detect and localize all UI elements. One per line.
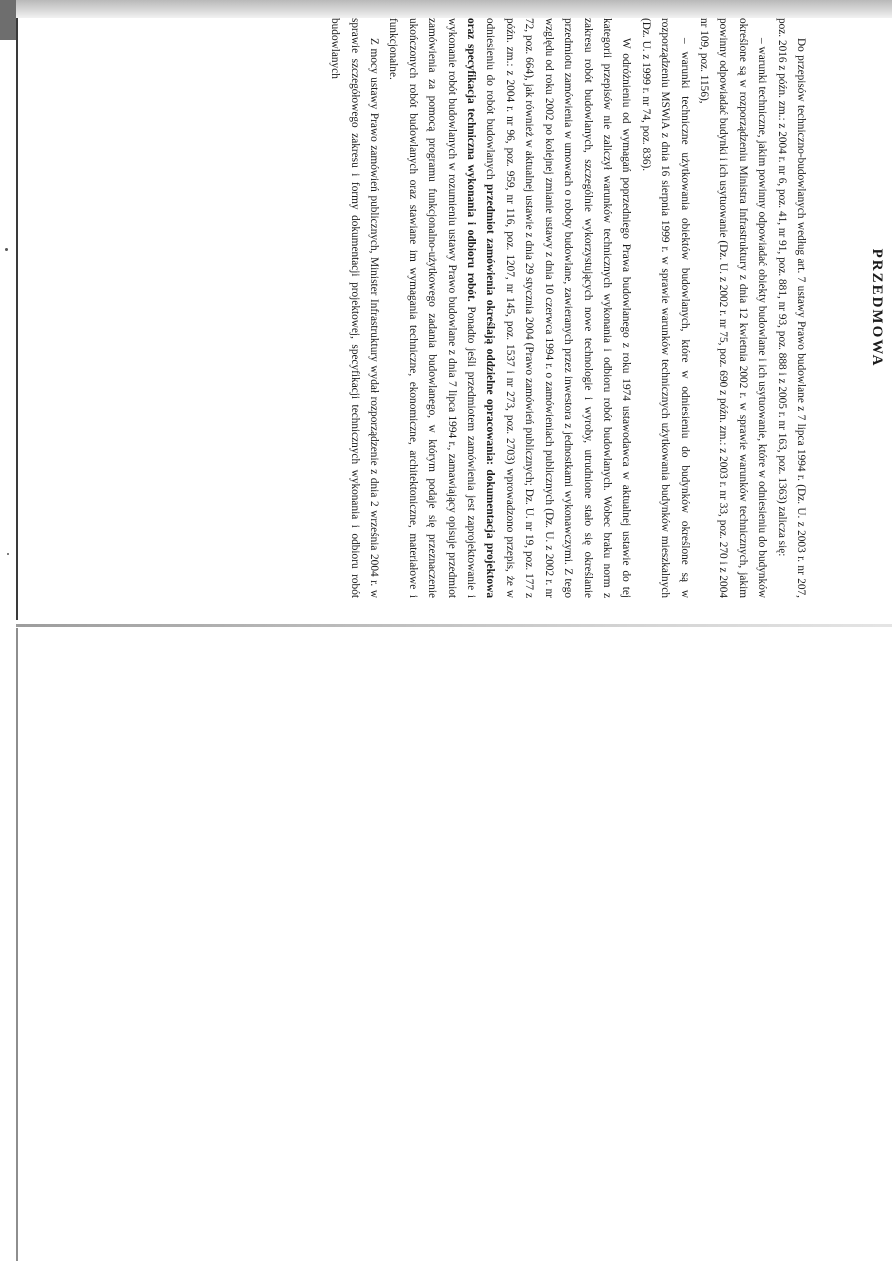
scan-corner-shadow	[0, 0, 16, 40]
page-content	[325, 18, 886, 598]
paragraph-list-item-2	[635, 18, 693, 598]
paragraph-text: Do przepisów techniczno-budowlanych według art. 7 ustawy Prawo budowlane z 7 lipca 1994 r. (Dz. U. z 2003 r. nr 207, poz. 2016 z późn. zm.: z 2004 r. nr 6, poz. 41, nr 91, poz. 881, nr 93, poz. 888 i z 2005 r. nr 163, poz. 1363) zalicza się:	[775, 18, 807, 598]
paragraph-text: – warunki techniczne użytkowania obiektów budowlanych, które w odniesieniu do budynków określone są w rozporządzeniu MSWiA z dnia 16 sierpnia 1999 r. w sprawie warunków technicznych użytkowania budynków mieszkalnych (Dz. U. z 1999 r. nr 74, poz. 836).	[639, 18, 691, 598]
paragraph-text: Z mocy ustawy Prawo zamówień publicznych, Minister Infrastruktury wydał rozporządzenie z dnia 2 września 2004 r. w sprawie szczegółowego zakresu i formy dokumentacji projektowej, specyfikacji technicznych wykonania i odbioru robót budowlanych	[329, 18, 381, 598]
scan-speck	[7, 553, 9, 555]
paragraph-intro	[771, 18, 810, 598]
scan-left-edge	[16, 18, 18, 620]
paragraph-bold-text: przedmiot zamówienia określają oddzielne opracowania: dokumentacja projektowa oraz specyfikacja techniczna wykonania i odbioru robót.	[465, 18, 497, 598]
scan-page-fold	[16, 624, 892, 627]
paragraph-list-item-1	[694, 18, 772, 598]
paragraph-text: – warunki techniczne, jakim powinny odpowiadać obiekty budowlane i ich usytuowanie, które w odniesieniu do budynków określone są w rozporządzeniu Ministra Infrastruktury z dnia 12 kwietnia 2002 r. w sprawie warunków technicznych, jakim powinny odpowiadać budynki i ich usytuowanie (Dz. U. z 2002 r. nr 75, poz. 690 z późn. zm.: z 2003 r. nr 33, poz. 270 i z 2004 nr 109, poz. 1156),	[697, 18, 769, 598]
scan-speck	[5, 248, 8, 251]
scan-left-edge-lower	[16, 628, 18, 1261]
scan-top-shadow	[0, 0, 892, 18]
paragraph-text-after: Ponadto jeśli przedmiotem zamówienia jest zaprojektowanie i wykonanie robót budowlanych w rozumieniu ustawy Prawo budowlane z dnia 7 lipca 1994 r., zamawiający opisuje przedmiot zamówienia za pomocą programu funkcjonalno-użytkowego zadania budowlanego, w którym podaje się przeznaczenie ukończonych robót budowlanych oraz stawiane im wymagania techniczne, ekonomiczne, architektoniczne, materiałowe i funkcjonalne.	[387, 18, 478, 598]
paragraph-closing	[325, 18, 383, 598]
paragraph-text: W odróżnieniu od wymagań poprzedniego Prawa budowlanego z roku 1974 ustawodawca w aktualnej ustawie do tej kategorii przepisów nie zaliczył warunków technicznych wykonania i odbioru robót budowlanych. Wobec braku norm z zakresu robót budowlanych, szczególnie wykorzystujących nowe technologie i wyroby, utrudnione stało się określanie przedmiotu zamówienia w umowach o roboty budowlane, zawieranych przez inwestora z jednostkami wykonawczymi. Z tego względu od roku 2002 po kolejnej zmianie ustawy z dnia 10 czerwca 1994 r. o zamówieniach publicznych (Dz. U. z 2002 r. nr 72, poz. 664), jak również w aktualnej ustawie z dnia 29 stycznia 2004 (Prawo zamówień publicznych; Dz. U. nr 19, poz. 177 z późn. zm.: z 2004 r. nr 96, poz. 959, nr 116, poz. 1207, nr 145, poz. 1537 i nr 273, poz. 2703) wprowadzono przepis, że w odniesieniu do robót budowlanych	[484, 18, 633, 598]
rotated-page	[196, 18, 886, 598]
page-title: PRZEDMOWA	[869, 248, 885, 368]
paragraph-body	[383, 18, 635, 598]
